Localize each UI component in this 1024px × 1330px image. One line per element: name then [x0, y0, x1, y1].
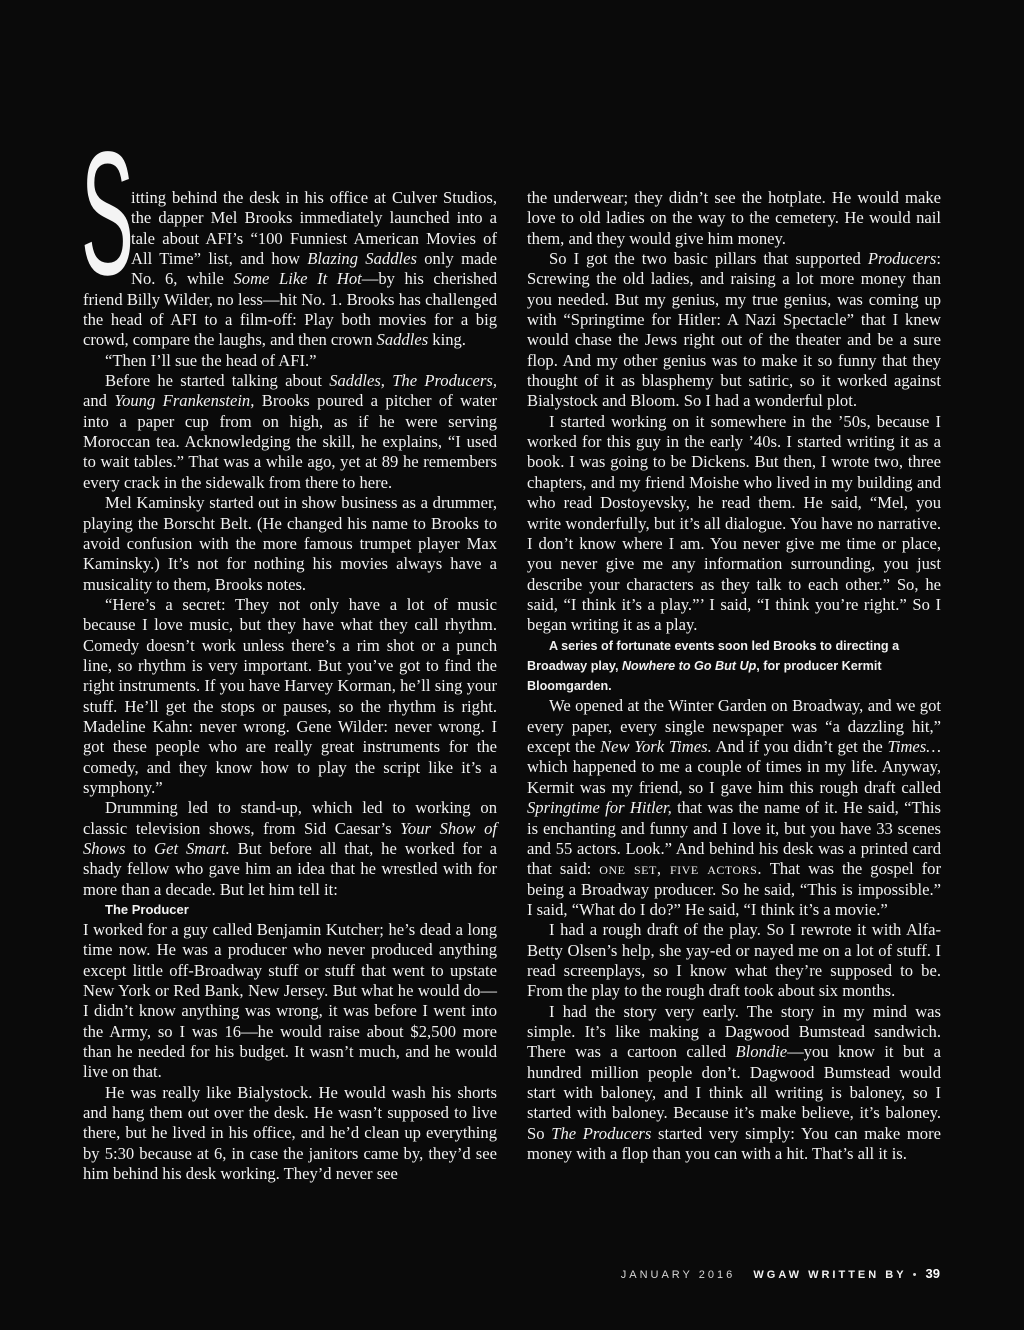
paragraph: I started working on it somewhere in the ’50s, because I worked for this guy in the early ’40s. I started writing it as a book. I was going to be Dickens. But then, I wrote two, three chapters, and my friend Moishe who lived in my building and who read Dostoyevsky, he read them. He said, “Mel, you write wonderfully, but it’s all dialogue. You have no narrative. I don’t know where I am. You never give me time or place, you never give me any information surrounding, you just describe your characters as they talk to each other.” So, he said, “I think it’s a play.”’ I said, “I think you’re right.” So I began writing it as a play. — [527, 411, 941, 635]
paragraph: Drumming led to stand-up, which led to working on classic television shows, from Sid Caesar’s Your Show of Shows to Get Smart. But before all that, he worked for a shady fellow who gave him an idea that he wrestled with for more than a decade. But let him tell it: — [83, 798, 497, 899]
paragraph: So I got the two basic pillars that supported Producers: Screwing the old ladies, and raising a lot more money than you needed. But my genius, my true genius, was coming up with “Springtime for Hitler: A Nazi Spectacle” that I knew would chase the Jews right out of the theater and be a sure flop. And my other genius was to make it so funny that they thought of it as blasphemy but satiric, so it worked against Bialystock and Bloom. So I had a wonderful plot. — [527, 249, 941, 411]
page-number: 39 — [925, 1266, 940, 1281]
left-column — [81, 116, 498, 1185]
bullet-separator: • — [912, 1269, 920, 1281]
paragraph: He was really like Bialystock. He would wash his shorts and hang them out over the desk. He wasn’t supposed to live there, but he lived in his office, and he’d clean up everything by 5:30 because at 6, in case the janitors came by, they’d see him behind his desk working. They’d never see — [83, 1082, 497, 1184]
section-subhead: The Producer — [105, 902, 189, 918]
page-footer — [600, 1266, 940, 1281]
paragraph: Before he started talking about Saddles, The Producers, and Young Frankenstein, Brooks poured a pitcher of water into a paper cup from on high, as if he were serving Moroccan tea. Acknowledging the skill, he explains, “I used to wait tables.” That was a while ago, yet at 89 he remembers every crack in the sidewalk from there to here. — [83, 371, 497, 492]
paragraph: We opened at the Winter Garden on Broadway, and we got every paper, every single newspaper was “a dazzling hit,” except the New York Times. And if you didn’t get the Times…which happened to me a couple of times in my life. Anyway, Kermit was my friend, so I gave him this rough draft called Springtime for Hitler, that was the name of it. He said, “This is enchanting and funny and I love it, but you have 33 scenes and 55 actors. Look.” And behind his desk was a printed card that said: one set, five actors. That was the gospel for being a Broadway producer. So he said, “This is impossible.” I said, “What do I do?” He said, “I think it’s a movie.” — [527, 696, 941, 919]
paragraph: I had a rough draft of the play. So I rewrote it with Alfa-Betty Olsen’s help, she yay-ed or nayed me on a lot of stuff. I read screenplays, so I know what they’re supposed to be. From the play to the rough draft took about six months. — [527, 920, 941, 1001]
publication-name: WGAW WRITTEN BY — [753, 1269, 907, 1281]
issue-date: JANUARY 2016 — [620, 1269, 736, 1281]
paragraph: I worked for a guy called Benjamin Kutcher; he’s dead a long time now. He was a producer who never produced anything except little off-Broadway stuff or stuff that went to upstate New York or Red Bank, New Jersey. But what he would do—I didn’t know anything was wrong, it was before I went into the Army, so I was 16—he would raise about $2,500 more than he needed for his budget. It wasn’t much, and he would live on that. — [83, 920, 497, 1082]
bold-intro: A series of fortunate events soon led Brooks to directing a Broadway play, Nowhere to Go But Up, for producer Kermit Bloomgarden. — [527, 638, 900, 694]
right-column — [527, 188, 941, 1164]
paragraph: I had the story very early. The story in my mind was simple. It’s like making a Dagwood Bumstead sandwich. There was a cartoon called Blondie—you know it but a hundred million people don’t. Dagwood Bumstead would start with baloney, and I think all writing is baloney, so I started with baloney. Because it’s make believe, it’s baloney. So The Producers started very simply: You can make more money with a flop than you can with a hit. That’s all it is. — [527, 1001, 941, 1164]
drop-cap: S — [81, 116, 134, 312]
paragraph: the underwear; they didn’t see the hotplate. He would make love to old ladies on the way to the cemetery. He would nail them, and they would give him money. — [527, 188, 941, 248]
paragraph: “Then I’ll sue the head of AFI.” — [105, 350, 317, 370]
paragraph: Mel Kaminsky started out in show business as a drummer, playing the Borscht Belt. (He changed his name to Brooks to avoid confusion with the more famous trumpet player Max Kaminsky.) It’s not for nothing his movies always have a musicality to them, Brooks notes. — [83, 493, 497, 594]
paragraph: “Here’s a secret: They not only have a lot of music because I love music, but they have what they call rhythm. Comedy doesn’t work unless there’s a rim shot or a punch line, so rhythm is very important. But you’ve got to find the right instruments. If you have Harvey Korman, he’ll sing your stuff. He’ll get the stops or pauses, so the rhythm is right. Madeline Kahn: never wrong. Gene Wilder: never wrong. I got these people who are really great instruments for the comedy, and they know how to play the script like it’s a symphony.” — [83, 594, 497, 797]
opening-paragraph: S itting behind the desk in his office at Culver Studios, the dapper Mel Brooks immediately launched into a tale about AFI’s “100 Funniest American Movies of All Time” list, and how Blazing Saddles only made No. 6, while Some Like It Hot—by his cherished friend Billy Wilder, no less—hit No. 1. Brooks has challenged the head of AFI to a film-off: Play both movies for a big crowd, compare the laughs, and then crown Saddles king. — [81, 116, 498, 350]
